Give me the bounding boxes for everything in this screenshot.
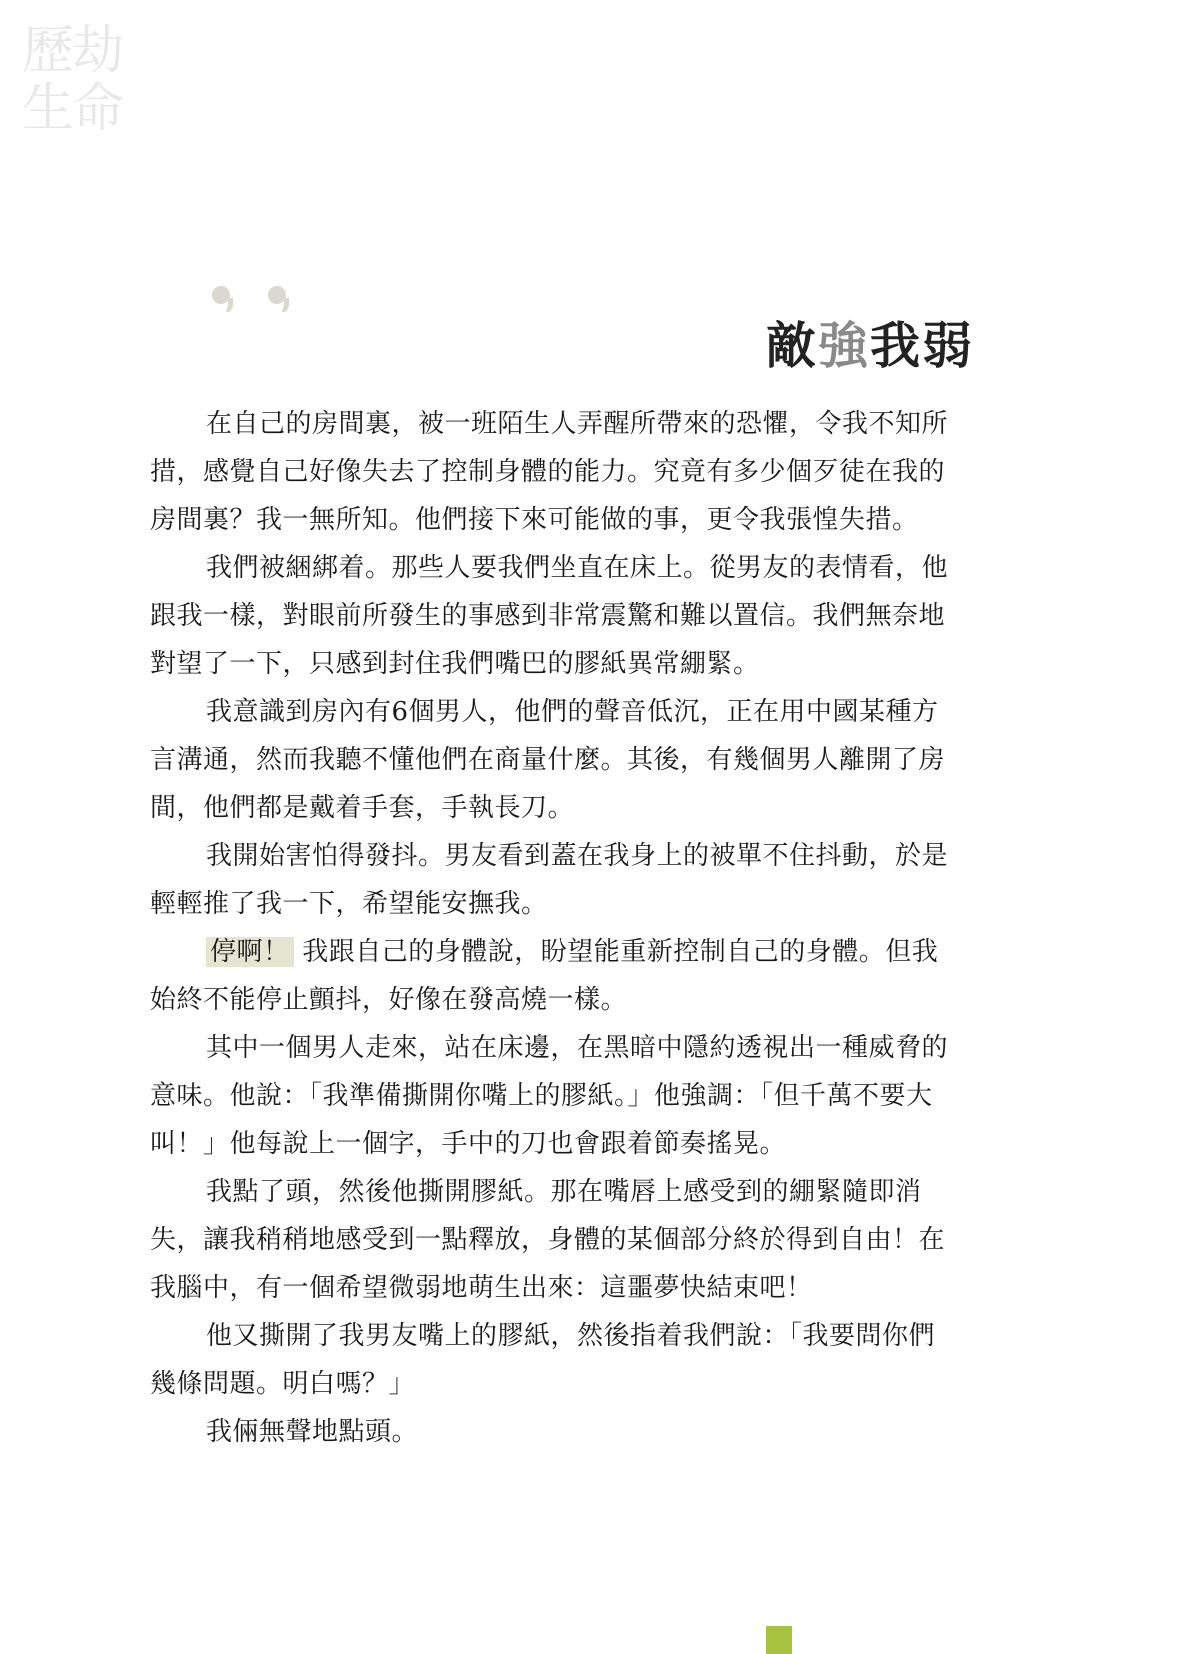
quote-mark-left-icon xyxy=(212,286,234,312)
title-part-1: 敵 xyxy=(766,317,818,375)
text-line xyxy=(150,928,976,976)
chapter-body xyxy=(150,400,976,1456)
text-line: 跟我一樣，對眼前所發生的事感到非常震驚和難以置信。我們無奈地 xyxy=(150,601,946,631)
title-part-2: 我弱 xyxy=(870,317,974,375)
text-line: 失，讓我稍稍地感受到一點釋放，身體的某個部分終於得到自由！在 xyxy=(150,1225,946,1255)
text-line: 其中一個男人走來，站在床邊，在黑暗中隱約透視出一種威脅的 xyxy=(206,1033,949,1063)
text-line: 對望了一下，只感到封住我們嘴巴的膠紙異常綳緊。 xyxy=(150,649,760,679)
text-line: 幾條問題。明白嗎？」 xyxy=(150,1369,416,1399)
text-line: 我倆無聲地點頭。 xyxy=(206,1417,419,1447)
text-line: 始終不能停止顫抖，好像在發高燒一樣。 xyxy=(150,985,628,1015)
highlighted-exclamation: 停啊！ xyxy=(206,937,294,967)
line-text: 我跟自己的身體說，盼望能重新控制自己的身體。但我 xyxy=(293,937,939,967)
page-marker-tab xyxy=(766,1626,792,1654)
text-line: 言溝通，然而我聽不懂他們在商量什麼。其後，有幾個男人離開了房 xyxy=(150,745,946,775)
decorative-quote-icon xyxy=(212,286,290,312)
text-line: 他又撕開了我男友嘴上的膠紙，然後指着我們說：「我要問你們 xyxy=(206,1321,936,1351)
paragraph xyxy=(150,688,976,832)
text-line: 我開始害怕得發抖。男友看到蓋在我身上的被單不住抖動，於是 xyxy=(206,841,949,871)
text-line: 我們被綑綁着。那些人要我們坐直在床上。從男友的表情看，他 xyxy=(206,553,949,583)
text-line: 間，他們都是戴着手套，手執長刀。 xyxy=(150,793,575,823)
text-line: 輕輕推了我一下，希望能安撫我。 xyxy=(150,889,548,919)
paragraph xyxy=(150,400,976,544)
quote-mark-right-icon xyxy=(268,286,290,312)
text-line: 意味。他說：「我準備撕開你嘴上的膠紙。」他強調：「但千萬不要大 xyxy=(150,1081,933,1111)
book-title-watermark xyxy=(22,22,132,138)
title-accent-char: 強 xyxy=(818,317,870,375)
paragraph xyxy=(150,1312,976,1408)
paragraph xyxy=(150,1408,976,1456)
watermark-line-1: 歷劫 xyxy=(22,21,123,81)
text-line: 叫！」他每說上一個字，手中的刀也會跟着節奏搖晃。 xyxy=(150,1129,787,1159)
paragraph xyxy=(150,832,976,928)
text-line: 在自己的房間裏，被一班陌生人弄醒所帶來的恐懼，令我不知所 xyxy=(206,409,949,439)
text-line: 我腦中，有一個希望微弱地萌生出來：這噩夢快結束吧！ xyxy=(150,1273,813,1303)
watermark-line-2: 生命 xyxy=(22,79,123,139)
paragraph xyxy=(150,1024,976,1168)
text-line: 房間裏？我一無所知。他們接下來可能做的事，更令我張惶失措。 xyxy=(150,505,919,535)
text-line: 措，感覺自己好像失去了控制身體的能力。究竟有多少個歹徒在我的 xyxy=(150,457,946,487)
paragraph xyxy=(150,928,976,1024)
paragraph xyxy=(150,1168,976,1312)
paragraph xyxy=(150,544,976,688)
text-line: 我意識到房內有6個男人，他們的聲音低沉，正在用中國某種方 xyxy=(206,697,939,727)
text-line: 我點了頭，然後他撕開膠紙。那在嘴唇上感受到的綳緊隨即消 xyxy=(206,1177,922,1207)
chapter-title xyxy=(766,306,974,378)
